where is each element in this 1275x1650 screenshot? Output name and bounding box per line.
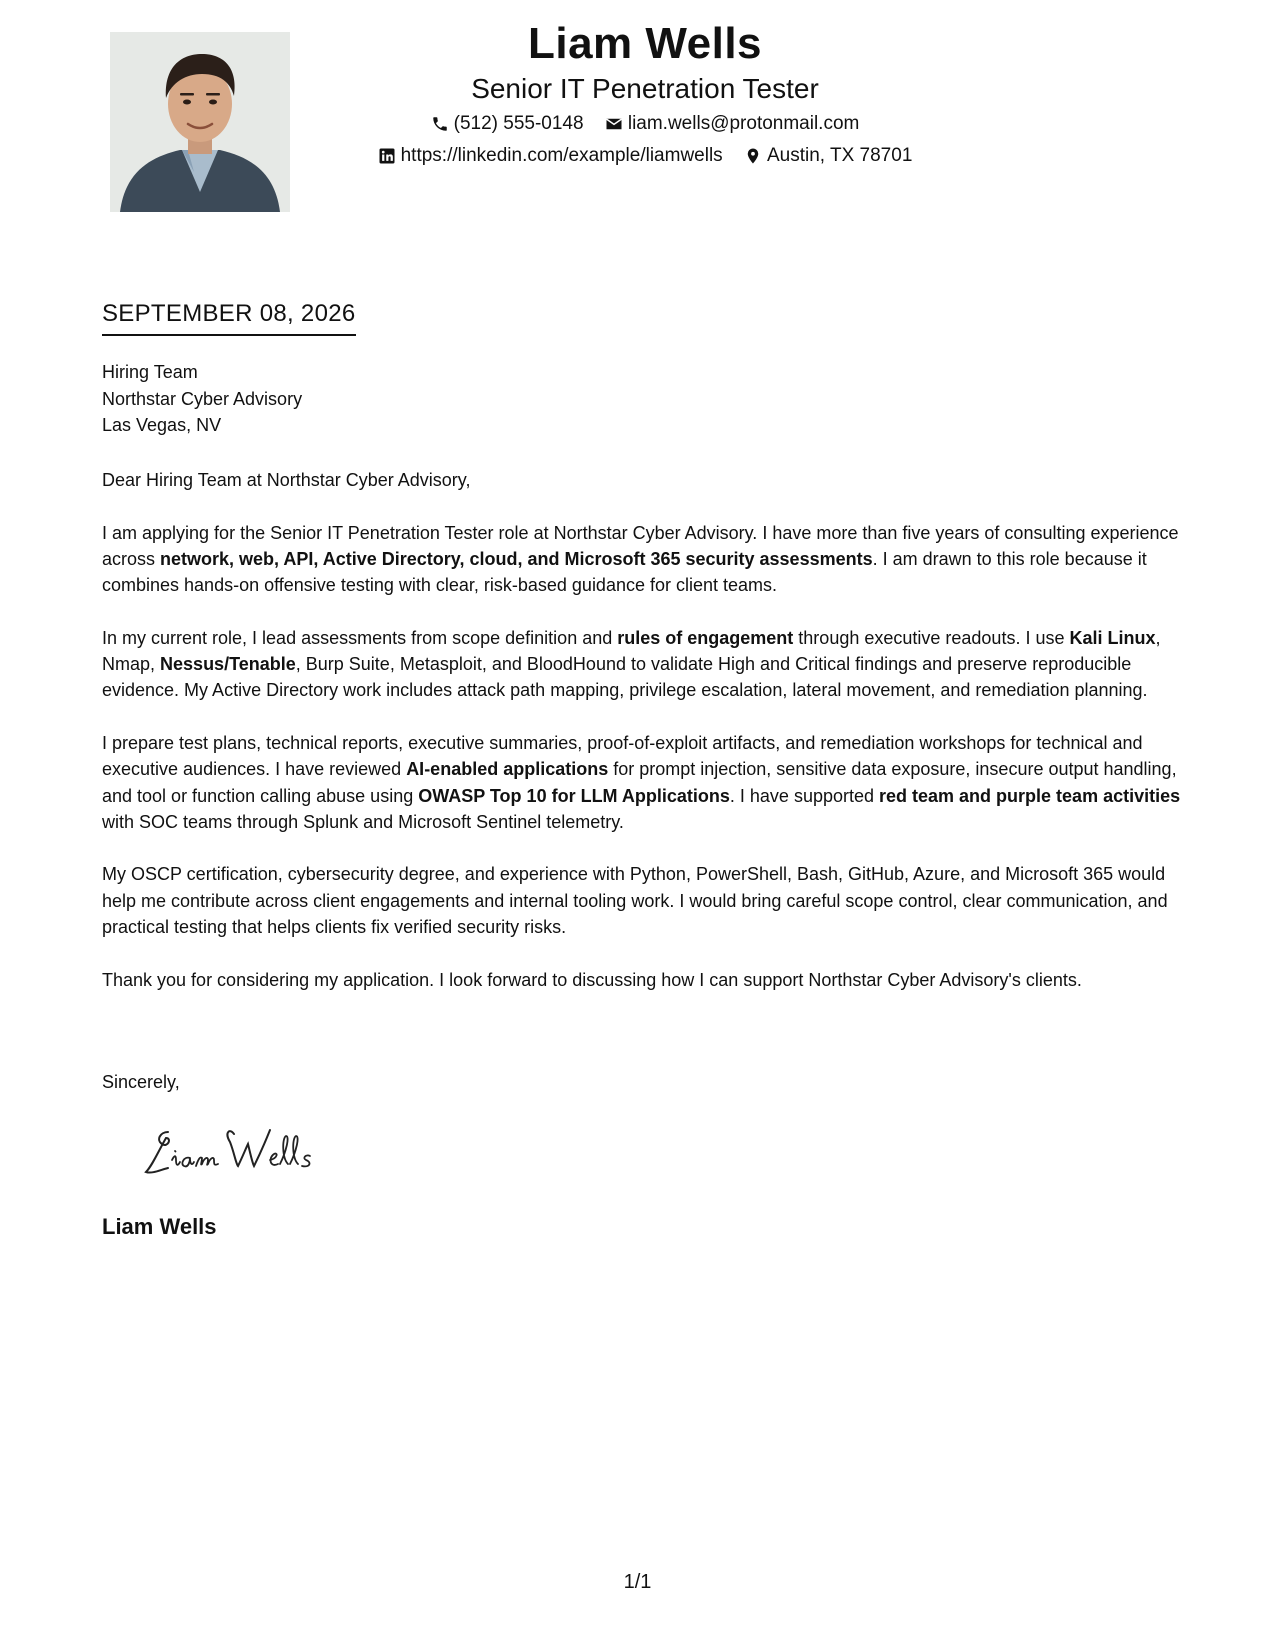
text-run: , Nmap, [102, 627, 1161, 675]
signer-name: Liam Wells [102, 1214, 217, 1239]
letter-date: SEPTEMBER 08, 2026 [102, 300, 356, 336]
text-run: I am applying for the Senior IT Penetration Tester role at Northstar Cyber Advisory. I have more than five years of consulting experience across [102, 522, 1179, 569]
text-run: through executive readouts. I use [793, 627, 1070, 648]
recipient-line: Hiring Team [102, 362, 198, 382]
bold-run: rules of engagement [617, 627, 794, 648]
email-contact[interactable] [605, 113, 860, 136]
paragraph-4: My OSCP certification, cybersecurity degree, and experience with Python, PowerShell, Bash, GitHub, Azure, and Microsoft 365 would help me contribute across client engagements and internal tooling work. I would bring careful scope control, clear communication, and practical testing that helps clients fix verified security risks. [102, 864, 1168, 938]
phone-icon [431, 115, 449, 133]
bold-run: Nessus/Tenable [160, 654, 296, 675]
paragraph-5: Thank you for considering my application. I look forward to discussing how I can support Northstar Cyber Advisory's clients. [102, 969, 1082, 990]
salutation: Dear Hiring Team at Northstar Cyber Advisory, [102, 470, 471, 490]
letter-date-block [102, 300, 356, 336]
letter-body [102, 467, 1182, 1019]
job-title: Senior IT Penetration Tester [471, 73, 819, 104]
paragraph-1 [102, 520, 1182, 599]
phone-number: (512) 555-0148 [453, 113, 584, 134]
text-run: with SOC teams through Splunk and Microsoft Sentinel telemetry. [102, 811, 624, 832]
text-run: . I have supported [729, 785, 880, 806]
candidate-name: Liam Wells [527, 19, 763, 68]
bold-run: red team and purple team activities [879, 785, 1181, 806]
recipient-address [102, 359, 302, 439]
bold-run: Kali Linux [1069, 627, 1156, 648]
linkedin-url: https://linkedin.com/example/liamwells [400, 145, 723, 166]
paragraph-3 [102, 730, 1182, 835]
text-run: In my current role, I lead assessments from scope definition and [102, 627, 618, 648]
linkedin-contact[interactable] [378, 145, 723, 168]
profile-photo [110, 32, 290, 212]
bold-run: network, web, API, Active Directory, cloud, and Microsoft 365 security assessments [160, 548, 873, 569]
contact-row-1 [300, 113, 990, 136]
text-run: for prompt injection, sensitive data exposure, insecure output handling, and tool or function calling abuse using [102, 759, 1177, 806]
recipient-line: Las Vegas, NV [102, 415, 222, 435]
linkedin-icon [378, 147, 396, 165]
phone-contact[interactable] [431, 113, 584, 136]
envelope-icon [605, 115, 623, 133]
location-text: Austin, TX 78701 [766, 145, 913, 166]
text-run: I prepare test plans, technical reports, executive summaries, proof-of-exploit artifacts, and remediation workshops for technical and executive audiences. I have reviewed [102, 732, 1143, 780]
map-pin-icon [744, 147, 762, 165]
contact-row-2 [300, 145, 990, 168]
handwritten-signature [138, 1118, 338, 1188]
text-run: . I am drawn to this role because it combines hands-on offensive testing with clear, risk-based guidance for client teams. [102, 548, 1147, 596]
text-run: , Burp Suite, Metasploit, and BloodHound to validate High and Critical findings and preserve reproducible evidence. My Active Directory work includes attack path mapping, privilege escalation, lateral movement, and remediation planning. [102, 654, 1148, 701]
recipient-line: Northstar Cyber Advisory [102, 388, 303, 409]
paragraph-2 [102, 625, 1182, 704]
page-number: 1/1 [623, 1571, 652, 1593]
closing: Sincerely, [102, 1072, 180, 1092]
email-address: liam.wells@protonmail.com [627, 113, 860, 134]
location-contact [744, 145, 912, 168]
bold-run: OWASP Top 10 for LLM Applications [418, 785, 730, 806]
bold-run: AI-enabled applications [406, 759, 609, 780]
